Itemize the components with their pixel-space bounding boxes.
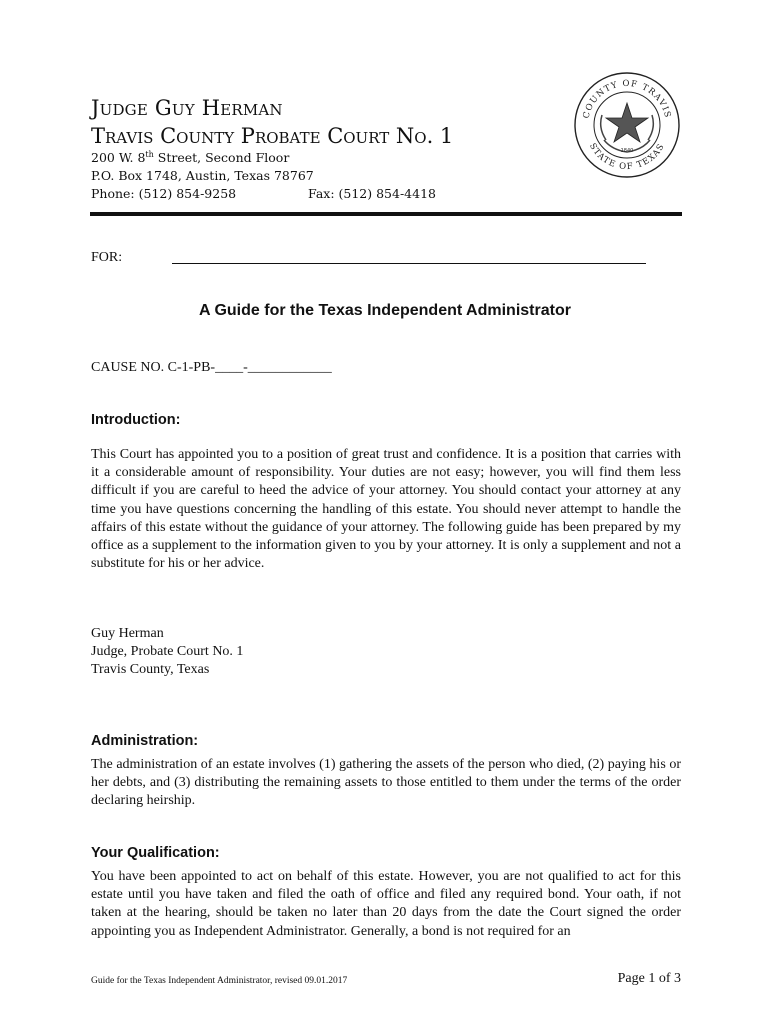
po-box: P.O. Box 1748, Austin, Texas 78767 [91, 168, 314, 183]
qualification-heading: Your Qualification: [91, 845, 220, 861]
street-address [91, 150, 289, 165]
document-title: A Guide for the Texas Independent Administrator [199, 302, 571, 319]
seal-year: 1840 [620, 148, 634, 154]
seal-top-text: COUNTY OF TRAVIS [581, 78, 673, 120]
introduction-heading: Introduction: [91, 412, 181, 428]
cause-number: CAUSE NO. C-1-PB-____-____________ [91, 360, 332, 375]
administration-heading: Administration: [91, 733, 199, 749]
court-name: Travis County Probate Court No. 1 [91, 124, 454, 148]
seal-star-icon [606, 103, 648, 142]
street-suffix: th [145, 150, 154, 159]
page-number: Page 1 of 3 [617, 971, 681, 986]
signature-name: Guy Herman [91, 626, 164, 641]
introduction-text: This Court has appointed you to a position of great trust and confidence. It is a position that carries with it a considerable amount of responsibility. Your duties are not easy; however, you will find them less difficult if you are careful to heed the advice of your attorney. You should contact your attorney at any time you have questions concerning the handling of this estate. You should never attempt to handle the affairs of this estate without the guidance of your attorney. The following guide has been prepared by my office as a supplement to the information given to you by your attorney. It is only a supplement and not a substitute for his or her advice. [91, 447, 681, 572]
phone-number: Phone: (512) 854-9258 [91, 186, 237, 201]
county-seal-icon [572, 70, 682, 180]
seal-bottom-text: STATE OF TEXAS [587, 141, 667, 173]
signature-county: Travis County, Texas [91, 662, 210, 677]
qualification-text: You have been appointed to act on behalf of this estate. However, you are not qualified to act for this estate until you have taken and filed the oath of office and filed any required bond. Your oath, if not taken at the hearing, should be taken no later than 20 days from the date the Court signed the order appointing you as Independent Administrator. Generally, a bond is not required for an [91, 869, 681, 939]
street-rest: Street, Second Floor [153, 150, 290, 166]
street-number: 200 W. 8 [91, 150, 146, 166]
header-divider [90, 212, 682, 216]
for-label: FOR: [91, 250, 123, 265]
judge-name: Judge Guy Herman [91, 96, 283, 120]
for-field-line[interactable] [172, 263, 646, 264]
footer-revision: Guide for the Texas Independent Administrator, revised 09.01.2017 [91, 976, 348, 986]
fax-number: Fax: (512) 854-4418 [308, 186, 436, 201]
administration-text: The administration of an estate involves (1) gathering the assets of the person who died, (2) paying his or her debts, and (3) distributing the remaining assets to those entitled to them under the terms of the order declaring heirship. [91, 757, 681, 809]
signature-title: Judge, Probate Court No. 1 [91, 644, 244, 659]
